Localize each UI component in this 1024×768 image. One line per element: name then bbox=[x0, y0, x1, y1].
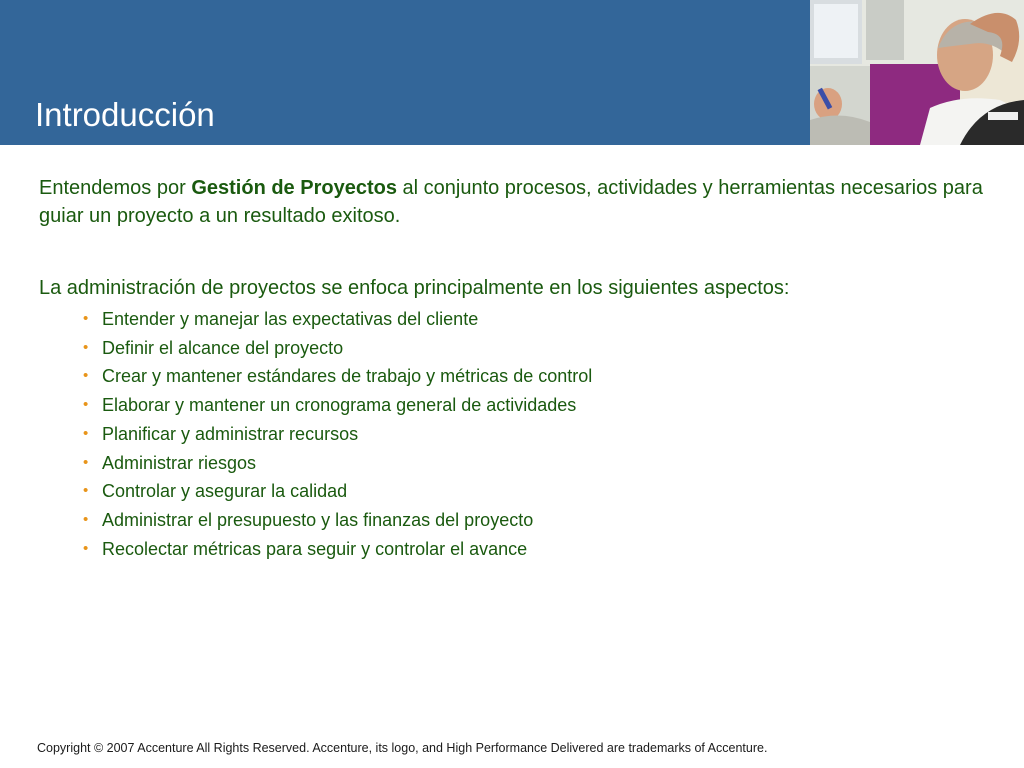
list-item bbox=[39, 334, 989, 363]
intro-bold-term: Gestión de Proyectos bbox=[191, 177, 397, 199]
list-item-text: Recolectar métricas para seguir y controlar el avance bbox=[102, 538, 528, 559]
list-item-text: Administrar riesgos bbox=[102, 452, 257, 473]
list-item bbox=[39, 362, 989, 391]
bullet-icon: • bbox=[83, 367, 89, 385]
list-item-text: Definir el alcance del proyecto bbox=[102, 337, 344, 358]
list-item-text: Controlar y asegurar la calidad bbox=[102, 481, 348, 502]
list-item-text: Entender y manejar las expectativas del cliente bbox=[102, 309, 479, 329]
bullet-icon: • bbox=[83, 482, 89, 500]
list-item-text: Administrar el presupuesto y las finanzas del proyecto bbox=[102, 509, 534, 530]
list-item bbox=[39, 535, 989, 564]
list-item-text: Planificar y administrar recursos bbox=[102, 423, 359, 444]
intro-text-start: Entendemos por bbox=[39, 177, 192, 199]
header-photo bbox=[810, 0, 1024, 145]
list-item-text: Crear y mantener estándares de trabajo y métricas de control bbox=[102, 366, 593, 387]
slide-title: Introducción bbox=[35, 96, 215, 133]
bullet-icon: • bbox=[83, 338, 89, 356]
bullet-icon: • bbox=[83, 539, 89, 557]
content bbox=[39, 174, 989, 563]
bullet-icon: • bbox=[83, 453, 89, 471]
list-item-text: Elaborar y mantener un cronograma general de actividades bbox=[102, 395, 577, 416]
aspects-list bbox=[39, 305, 989, 563]
copyright-footer: Copyright © 2007 Accenture All Rights Reserved. Accenture, its logo, and High Performance Delivered are trademarks of Accenture. bbox=[37, 741, 768, 755]
bullet-icon: • bbox=[83, 510, 89, 528]
list-item bbox=[39, 506, 989, 535]
list-item bbox=[39, 305, 989, 334]
list-item bbox=[39, 420, 989, 449]
intro-paragraph bbox=[39, 174, 989, 230]
bullet-icon: • bbox=[83, 310, 89, 327]
header-band bbox=[0, 0, 810, 145]
office-worker-photo bbox=[810, 0, 1024, 145]
bullet-icon: • bbox=[83, 396, 89, 414]
list-item bbox=[39, 477, 989, 506]
list-item bbox=[39, 449, 989, 478]
list-item bbox=[39, 391, 989, 420]
focus-heading: La administración de proyectos se enfoca principalmente en los siguientes aspectos: bbox=[39, 277, 790, 299]
bullet-icon: • bbox=[83, 424, 89, 442]
intro-text-end: al conjunto procesos, actividades y herramientas necesarios para guiar un proyecto a un resultado exitoso. bbox=[39, 177, 983, 227]
